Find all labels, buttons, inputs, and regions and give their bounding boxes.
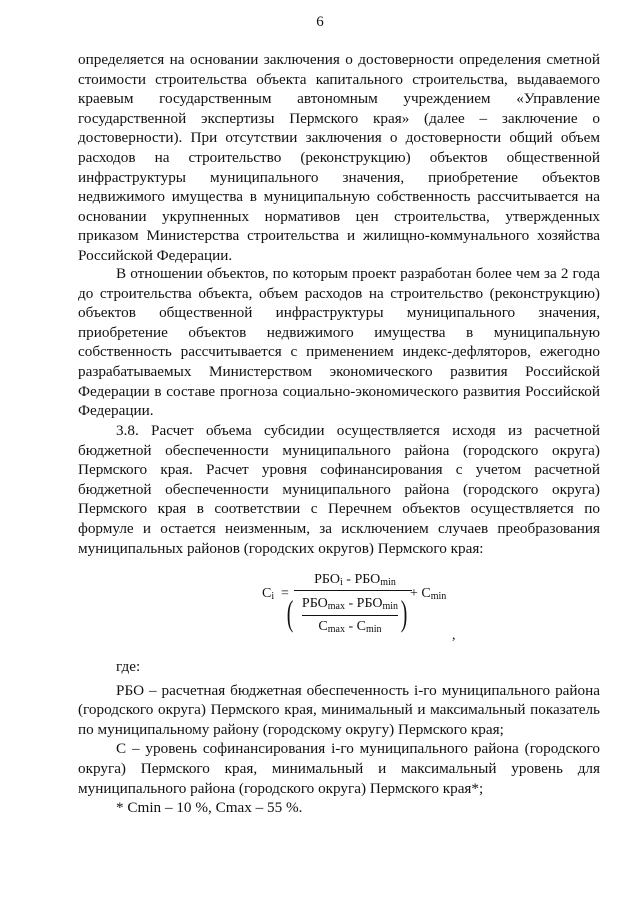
definitions-block [78,657,600,818]
formula-lhs: $C_i$ [262,586,275,602]
cofinancing-formula [262,570,462,650]
fraction-bar [294,590,412,591]
page-number: 6 [316,14,324,30]
paragraph-1: определяется на основании заключения о достоверности определения сметной стоимости строительства объекта капитального строительства, выдаваемого краевым государственным автономным учреждением «Управление государственной экспертизы Пермского края» (далее – заключение о достоверности). При отсутствии заключения о достоверности общий объем расходов на строительство (реконструкцию) объектов общественной инфраструктуры муниципального значения, приобретение объектов недвижимого имущества в муниципальную собственность рассчитывается на основании укрупненных нормативов цен строительства, утвержденных приказом Министерства строительства и жилищно-коммунального хозяйства Российской Федерации. [78,51,600,264]
paragraph-3: 3.8. Расчет объема субсидии осуществляется исходя из расчетной бюджетной обеспеченности муниципального района (городского округа) Пермского края. Расчет уровня софинансирования с учетом расчетной бюджетной обеспеченности муниципального района (городского округа) Пермского края в соответствии с Перечнем объектов осуществляется по формуле и остается неизменным, за исключением случаев преобразования муниципальных районов (городских округов) Пермского края: [78,422,600,557]
formula-inner-denominator: $C_{max} - C_{min}$ [318,619,382,635]
inner-fraction-bar [302,615,398,616]
definition-rbo: РБО – расчетная бюджетная обеспеченность i-го муниципального района (городского округа) Пермского края, минимальный и максимальный показатель по муниципальному району (городскому округу) Пермского края; [78,681,600,738]
formula-equals: = [281,586,289,601]
formula-inner-numerator: $РБО_{max} - РБО_{min}$ [301,596,399,612]
left-paren: ( [286,593,294,633]
definition-c: С – уровень софинансирования i-го муниципального района (городского округа) Пермского края, минимальный и максимальный уровень для муниципального района (городского округа) Пермского края*; [78,740,600,797]
paragraph-cost-estimate [78,50,600,266]
paragraph-2: В отношении объектов, по которым проект разработан более чем за 2 года до строительства объекта, объем расходов на строительство (реконструкцию) объектов общественной инфраструктуры муниципального значения, приобретение объектов недвижимого имущества в муниципальную собственность рассчитывается с применением индекс-дефляторов, ежегодно разрабатываемых Министерством экономического развития Российской Федерации в составе прогноза социально-экономического развития Российской Федерации. [78,265,600,420]
where-label: где: [116,658,141,675]
formula-numerator: $РБО_i - РБО_{min}$ [314,572,396,588]
paragraph-deflators [78,264,600,421]
right-paren: ) [400,593,408,633]
formula-plus-cmin: + $C_{min}$ [410,586,447,602]
footnote-cmin-cmax: * Cmin – 10 %, Cmax – 55 %. [116,799,303,817]
formula-trailing-comma: , [452,628,456,643]
paragraph-3-8 [78,421,600,558]
